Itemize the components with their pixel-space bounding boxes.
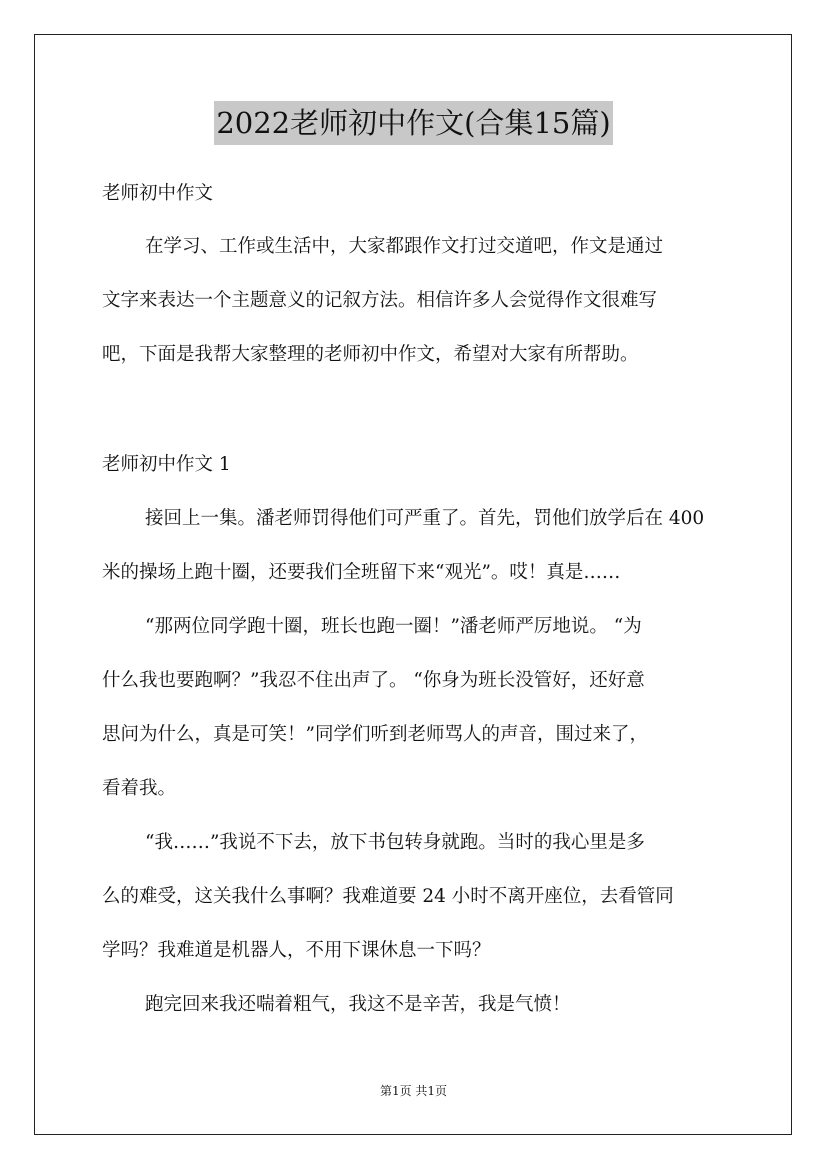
essay-line: 学吗？我难道是机器人，不用下课休息一下吗？	[102, 940, 491, 961]
essay-line: 跑完回来我还喘着粗气，我这不是辛苦，我是气愤！	[145, 994, 571, 1015]
page-footer: 第1页 共1页	[379, 1084, 448, 1098]
essay-line: 接回上一集。潘老师罚得他们可严重了。首先，罚他们放学后在 400	[145, 508, 705, 529]
intro-line: 吧，下面是我帮大家整理的老师初中作文，希望对大家有所帮助。	[102, 344, 639, 365]
essay-line: 么的难受，这关我什么事啊？我难道要 24 小时不离开座位，去看管同	[102, 886, 674, 907]
essay-line: “我……”我说不下去，放下书包转身就跑。当时的我心里是多	[145, 832, 645, 853]
intro-line: 文字来表达一个主题意义的记叙方法。相信许多人会觉得作文很难写	[102, 290, 658, 311]
essay-line: 看着我。	[102, 778, 177, 799]
essay-line: 米的操场上跑十圈，还要我们全班留下来“观光”。哎！真是……	[102, 562, 621, 583]
essay-heading: 老师初中作文 1	[102, 454, 231, 475]
title-container	[0, 101, 827, 145]
essay-line: 什么我也要跑啊？”我忍不住出声了。 “你身为班长没管好，还好意	[102, 670, 645, 691]
essay-line: “那两位同学跑十圈，班长也跑一圈！”潘老师严厉地说。 “为	[145, 616, 642, 637]
intro-line: 在学习、工作或生活中，大家都跟作文打过交道吧，作文是通过	[145, 236, 664, 257]
essay-line: 思问为什么，真是可笑！”同学们听到老师骂人的声音，围过来了，	[102, 724, 648, 745]
document-title: 2022老师初中作文(合集15篇)	[214, 101, 612, 145]
intro-heading: 老师初中作文	[102, 183, 214, 204]
